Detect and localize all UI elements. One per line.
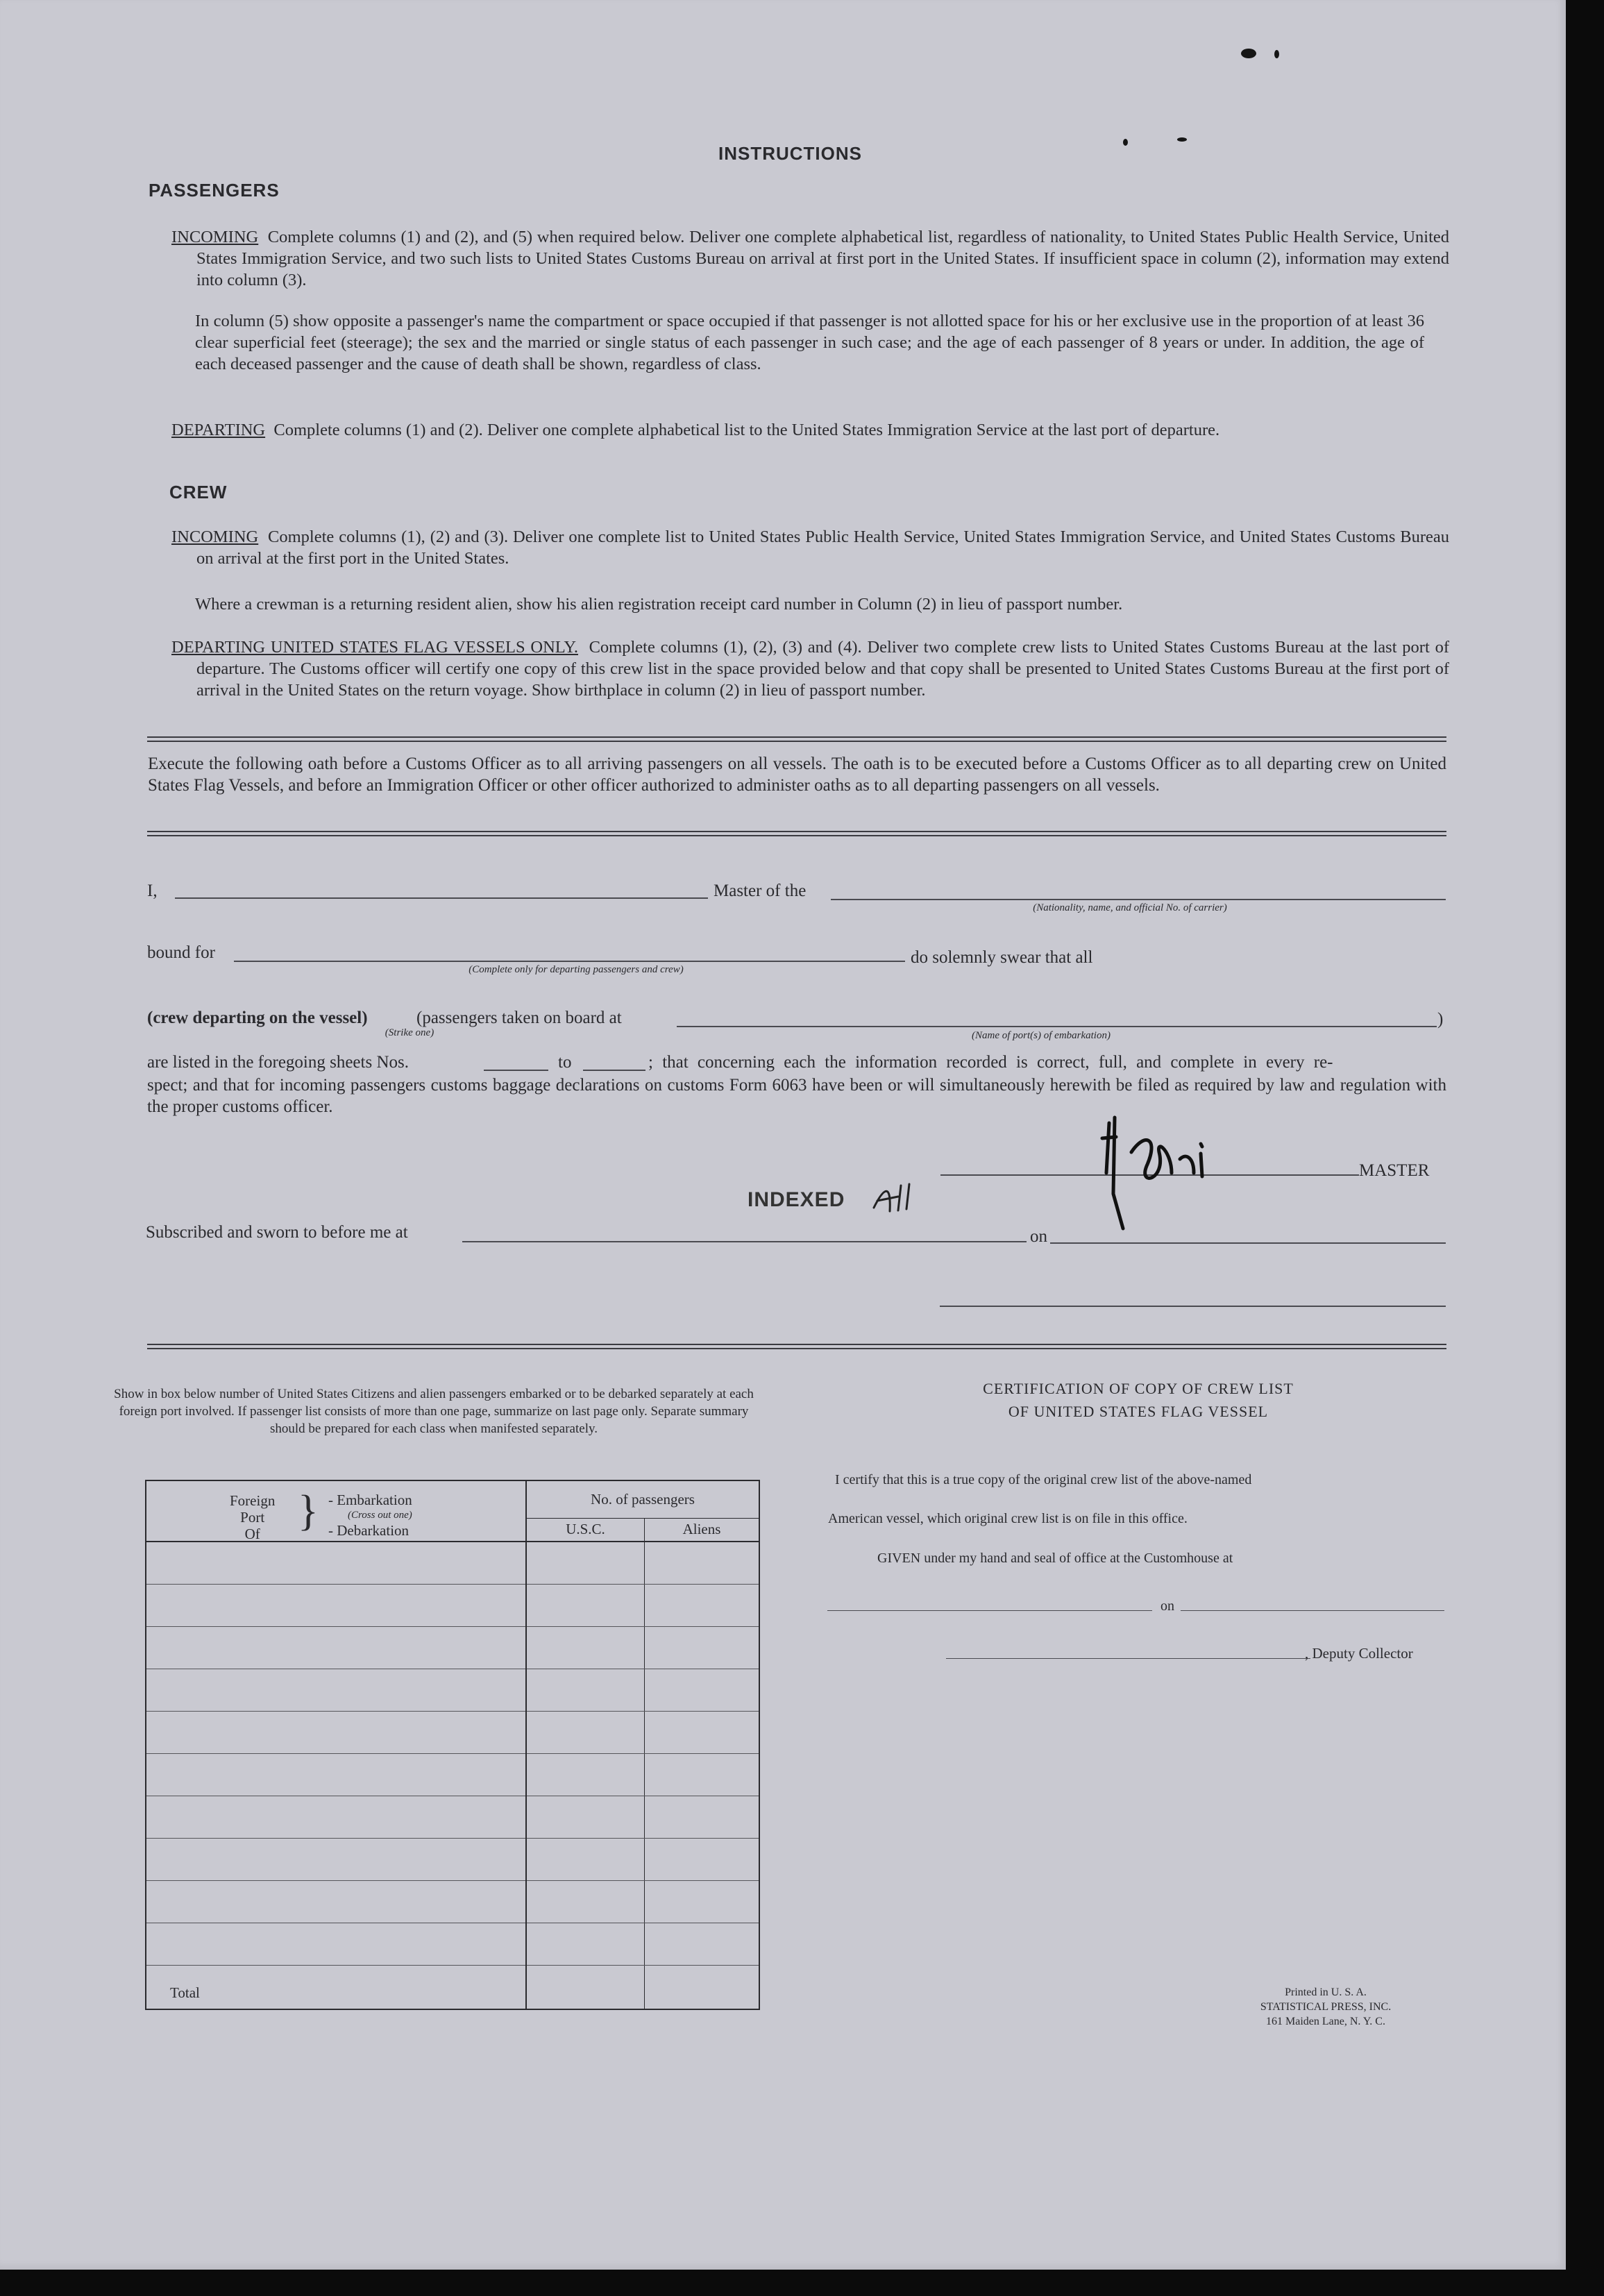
section-divider [147, 1344, 1446, 1349]
foreign-label: Foreign [230, 1492, 276, 1509]
port-cell[interactable] [146, 1711, 526, 1753]
aliens-total-cell[interactable] [645, 1965, 760, 2009]
aliens-cell[interactable] [645, 1923, 760, 1965]
section-divider [147, 736, 1446, 742]
table-row [146, 1711, 759, 1753]
deputy-collector-field[interactable] [946, 1658, 1310, 1659]
usc-header: U.S.C. [526, 1518, 645, 1542]
table-row [146, 1626, 759, 1669]
column5-instruction: In column (5) show opposite a passenger's name the compartment or space occupied if that passenger is not allotted space for his or her exclusive use in the proportion of at least 36 clear superficial feet (steerage); the sex and the married or single status of each passenger in such case; and the age of each passenger of 8 years or under. In addition, the age of each deceased passenger and the cause of death shall be shown, regardless of class. [195, 312, 1424, 373]
aliens-cell[interactable] [645, 1796, 760, 1838]
listed-text-1: are listed in the foregoing sheets Nos. [147, 1053, 409, 1072]
crew-incoming-label: INCOMING [171, 527, 259, 546]
listed-text-3: spect; and that for incoming passengers customs baggage declarations on customs Form 6063 have been or will simultaneously herewith be filed as required by law and regulation with the proper customs officer. [147, 1076, 1446, 1116]
section-divider [147, 831, 1446, 836]
indexed-initials [870, 1180, 919, 1215]
master-signature [1090, 1111, 1298, 1235]
oath-i-label: I, [147, 881, 158, 900]
printer-line2: STATISTICAL PRESS, INC. [1260, 2001, 1392, 2013]
certification-title-line2: OF UNITED STATES FLAG VESSEL [1008, 1403, 1269, 1420]
port-cell[interactable] [146, 1626, 526, 1669]
deputy-collector-label: , Deputy Collector [1305, 1645, 1413, 1662]
table-row [146, 1923, 759, 1965]
certification-on-label: on [1160, 1598, 1174, 1614]
port-cell[interactable] [146, 1584, 526, 1626]
swear-label: do solemnly swear that all [911, 948, 1093, 967]
usc-cell[interactable] [526, 1584, 645, 1626]
total-label: Total [146, 1965, 526, 2009]
aliens-cell[interactable] [645, 1542, 760, 1584]
summary-instructions: Show in box below number of United States Citizens and alien passengers embarked or to be debarked separately at each foreign port involved. If passenger list consists of more than one page, summarize on last page only. Separate summary should be prepared for each class when manifested separately. [114, 1387, 754, 1436]
usc-cell[interactable] [526, 1542, 645, 1584]
master-of-the-label: Master of the [714, 881, 807, 900]
usc-total-cell[interactable] [526, 1965, 645, 2009]
certify-text-2: American vessel, which original crew list is on file in this office. [828, 1511, 1188, 1526]
certification-date-field[interactable] [1181, 1610, 1444, 1611]
total-row [146, 1965, 759, 2009]
aliens-cell[interactable] [645, 1584, 760, 1626]
port-label: Port [240, 1509, 265, 1526]
aliens-cell[interactable] [645, 1711, 760, 1753]
port-cell[interactable] [146, 1542, 526, 1584]
embarkation-port-field[interactable] [677, 1026, 1437, 1027]
port-cell[interactable] [146, 1880, 526, 1923]
table-row [146, 1838, 759, 1880]
printer-line1: Printed in U. S. A. [1285, 1986, 1367, 1998]
port-cell[interactable] [146, 1796, 526, 1838]
usc-cell[interactable] [526, 1838, 645, 1880]
usc-cell[interactable] [526, 1753, 645, 1796]
incoming-label: INCOMING [171, 228, 259, 246]
given-text: GIVEN under my hand and seal of office at the Customhouse at [877, 1551, 1233, 1566]
master-name-field[interactable] [175, 897, 708, 899]
usc-cell[interactable] [526, 1880, 645, 1923]
certification-title-line1: CERTIFICATION OF COPY OF CREW LIST [983, 1380, 1294, 1397]
crew-incoming-text: Complete columns (1), (2) and (3). Deliver one complete list to United States Public Health Service, United States Immigration Service, and United States Customs Bureau on arrival at the first port in the United States. [196, 527, 1450, 568]
port-cell[interactable] [146, 1753, 526, 1796]
table-row [146, 1584, 759, 1626]
port-cell[interactable] [146, 1923, 526, 1965]
strike-one-caption: (Strike one) [385, 1027, 434, 1038]
departing-us-flag-instruction [171, 636, 1449, 701]
table-row [146, 1880, 759, 1923]
subscribed-label: Subscribed and sworn to before me at [146, 1223, 408, 1242]
listed-to-label: to [558, 1053, 572, 1072]
oath-intro: Execute the following oath before a Customs Officer as to all arriving passengers on all vessels. The oath is to be executed before a Customs Officer as to all departing crew on United States Flag Vessels, and before an Immigration Officer or other officer authorized to administer oaths as to all departing passengers on all vessels. [148, 754, 1446, 795]
subscribed-place-field[interactable] [462, 1241, 1027, 1242]
table-row [146, 1542, 759, 1584]
table-row [146, 1669, 759, 1711]
crew-departing-label: (crew departing on the vessel) [147, 1008, 368, 1027]
port-cell[interactable] [146, 1838, 526, 1880]
aliens-cell[interactable] [645, 1669, 760, 1711]
usc-cell[interactable] [526, 1626, 645, 1669]
instructions-title: INSTRUCTIONS [718, 143, 862, 164]
departing-text: Complete columns (1) and (2). Deliver one complete alphabetical list to the United States Immigration Service at the last port of departure. [273, 421, 1220, 439]
indexed-stamp: INDEXED [748, 1188, 845, 1211]
incoming-text: Complete columns (1) and (2), and (5) when required below. Deliver one complete alphabetical list, regardless of nationality, to United States Public Health Service, United States Immigration Service, and two such lists to United States Customs Bureau on arrival at first port in the United States. If insufficient space in column (2), information may extend into column (3). [196, 228, 1449, 289]
carrier-field[interactable] [831, 899, 1446, 900]
ink-speck [1177, 137, 1187, 142]
carrier-caption: (Nationality, name, and official No. of carrier) [1033, 902, 1227, 913]
passengers-incoming-instruction [171, 226, 1449, 291]
usc-cell[interactable] [526, 1711, 645, 1753]
certification-title [888, 1377, 1388, 1423]
aliens-header: Aliens [645, 1518, 760, 1542]
officer-signature-field[interactable] [940, 1306, 1446, 1307]
cross-out-one-caption: (Cross out one) [348, 1510, 412, 1521]
passengers-heading: PASSENGERS [149, 180, 280, 201]
printer-imprint [1222, 1985, 1430, 2029]
certify-text-1: I certify that this is a true copy of the original crew list of the above-named [835, 1472, 1252, 1487]
embarkation-label: - Embarkation [328, 1492, 412, 1508]
summary-table [145, 1480, 760, 2010]
bound-for-field[interactable] [234, 961, 905, 962]
ink-speck [1123, 139, 1128, 146]
crewman-instruction: Where a crewman is a returning resident alien, show his alien registration receipt card number in Column (2) in lieu of passport number. [195, 595, 1123, 614]
table-row [146, 1753, 759, 1796]
bound-for-caption: (Complete only for departing passengers and crew) [468, 964, 684, 975]
aliens-cell[interactable] [645, 1880, 760, 1923]
printer-line3: 161 Maiden Lane, N. Y. C. [1266, 2016, 1385, 2027]
bound-for-label: bound for [147, 943, 215, 962]
departing-label: DEPARTING [171, 421, 266, 439]
no-of-passengers-header: No. of passengers [526, 1480, 759, 1518]
usc-cell[interactable] [526, 1669, 645, 1711]
master-label: MASTER [1359, 1161, 1430, 1180]
passengers-taken-label: (passengers taken on board at [416, 1008, 622, 1027]
departing-us-text: Complete columns (1), (2), (3) and (4). Deliver two complete crew lists to United States Customs Bureau at the last port of departure. The Customs officer will certify one copy of this crew list in the space provided below and that copy shall be presented to United States Customs Bureau at the first port of arrival in the United States on the return voyage. Show birthplace in column (2) in lieu of passport number. [196, 638, 1449, 700]
aliens-cell[interactable] [645, 1753, 760, 1796]
usc-cell[interactable] [526, 1923, 645, 1965]
debarkation-label: - Debarkation [328, 1522, 410, 1539]
customhouse-field[interactable] [827, 1610, 1152, 1611]
aliens-cell[interactable] [645, 1626, 760, 1669]
aliens-cell[interactable] [645, 1838, 760, 1880]
ink-speck [1241, 49, 1256, 58]
of-label: Of [244, 1526, 260, 1542]
crew-heading: CREW [169, 482, 228, 503]
close-paren: ) [1437, 1010, 1444, 1029]
sheets-to-field[interactable] [583, 1070, 645, 1071]
brace-icon: } [298, 1487, 319, 1535]
crew-incoming-instruction [171, 526, 1449, 569]
port-caption: (Name of port(s) of embarkation) [972, 1030, 1111, 1041]
table-row [146, 1796, 759, 1838]
usc-cell[interactable] [526, 1796, 645, 1838]
subscribed-date-field[interactable] [1050, 1242, 1446, 1244]
passengers-departing-instruction [171, 419, 1449, 441]
foreign-port-header [146, 1480, 526, 1542]
listed-text-2: ; that concerning each the information recorded is correct, full, and complete in every re- [648, 1053, 1333, 1072]
subscribed-on-label: on [1030, 1227, 1047, 1246]
port-cell[interactable] [146, 1669, 526, 1711]
sheets-from-field[interactable] [484, 1070, 548, 1071]
departing-us-label: DEPARTING UNITED STATES FLAG VESSELS ONLY. [171, 638, 578, 657]
ink-speck [1274, 50, 1279, 58]
